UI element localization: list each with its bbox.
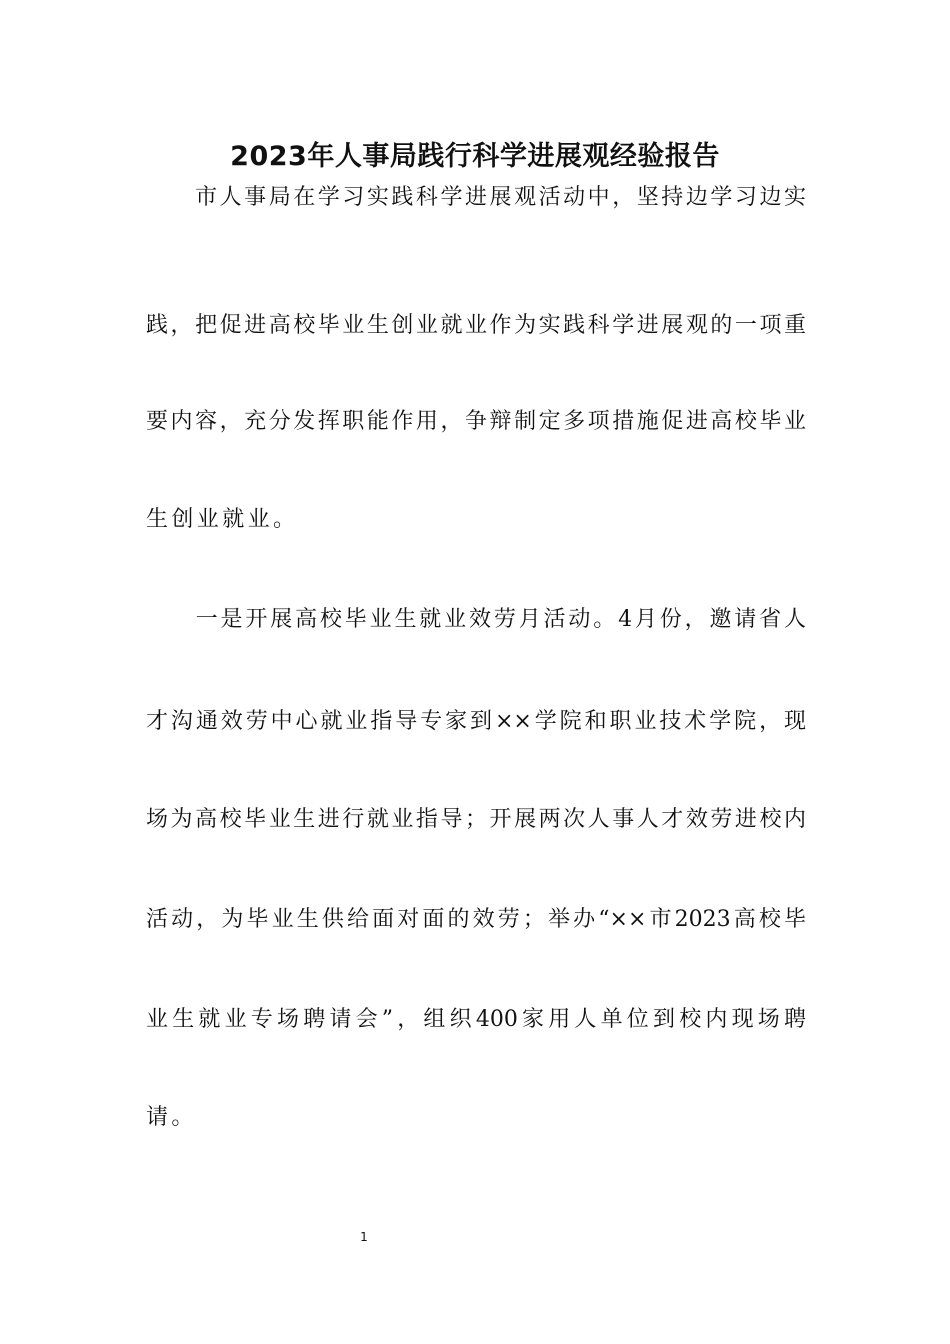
text-line: 生创业就业。	[146, 507, 299, 532]
page-number: 1	[360, 1230, 368, 1244]
text-line: 一是开展高校毕业生就业效劳月活动。4月份，邀请省人	[146, 607, 806, 632]
text-line: 践，把促进高校毕业生创业就业作为实践科学进展观的一项重	[146, 313, 806, 338]
document-title: 2023年人事局践行科学进展观经验报告	[230, 141, 720, 172]
text-line: 场为高校毕业生进行就业指导；开展两次人事人才效劳进校内	[146, 807, 806, 832]
text-line: 市人事局在学习实践科学进展观活动中，坚持边学习边实	[146, 185, 806, 210]
text-line: 要内容，充分发挥职能作用，争辩制定多项措施促进高校毕业	[146, 409, 806, 434]
text-line: 才沟通效劳中心就业指导专家到××学院和职业技术学院，现	[146, 709, 806, 734]
text-line: 业生就业专场聘请会”，组织400家用人单位到校内现场聘	[146, 1007, 806, 1032]
text-line: 活动，为毕业生供给面对面的效劳；举办“××市2023高校毕	[146, 907, 806, 932]
text-line: 请。	[146, 1105, 197, 1130]
